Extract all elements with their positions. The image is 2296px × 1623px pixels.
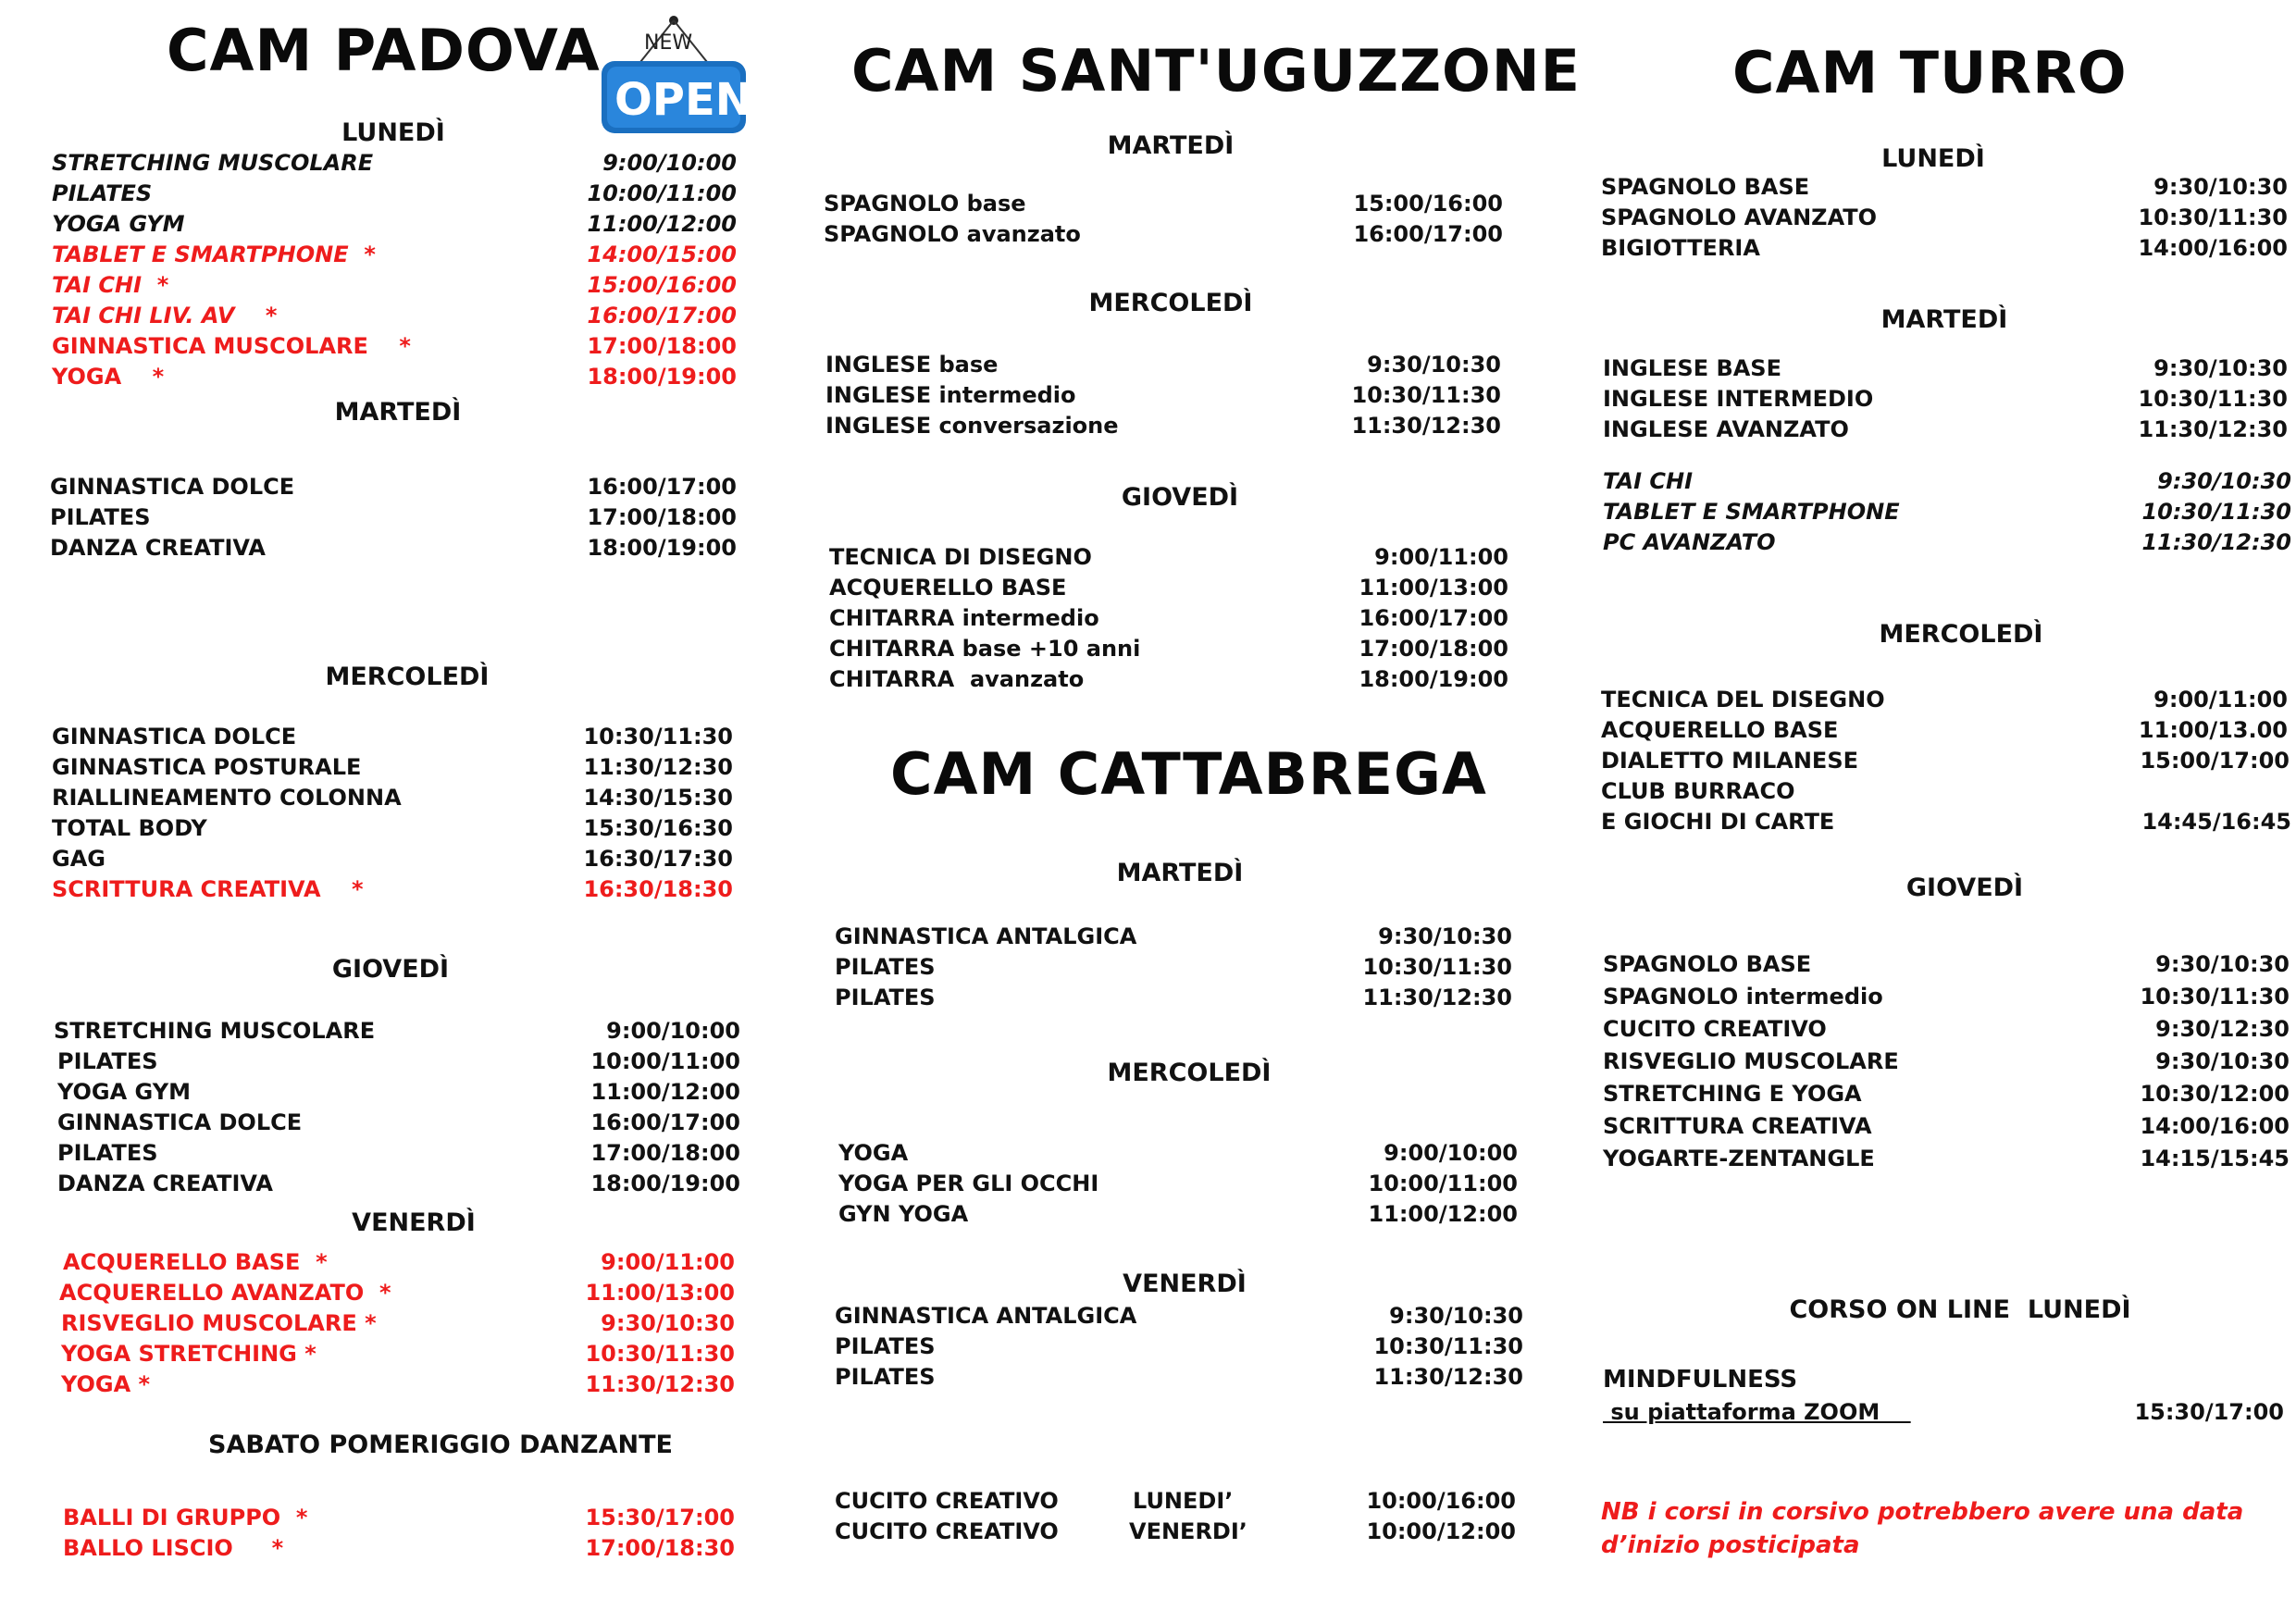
list-item: BALLO LISCIO * 17:00/18:30: [63, 1535, 735, 1561]
list-item: DANZA CREATIVA 18:00/19:00: [57, 1171, 740, 1196]
list-item: PILATES 10:30/11:30: [835, 1333, 1523, 1359]
list-item: SCRITTURA CREATIVA 14:00/16:00: [1603, 1113, 2290, 1139]
turro-online-heading: CORSO ON LINE LUNEDÌ: [1789, 1295, 2131, 1324]
list-item: ACQUERELLO BASE 11:00/13:00: [829, 575, 1508, 601]
list-item: GINNASTICA MUSCOLARE * 17:00/18:00: [52, 333, 737, 359]
list-item: DIALETTO MILANESE 15:00/17:00: [1601, 748, 2290, 774]
online-course-name: MINDFULNESS: [1603, 1366, 1798, 1394]
list-item: PILATES 17:00/18:00: [50, 504, 737, 530]
list-item: INGLESE base 9:30/10:30: [825, 352, 1501, 378]
list-item: PILATES 10:30/11:30: [835, 954, 1512, 980]
list-item: INGLESE conversazione 11:30/12:30: [825, 413, 1501, 439]
turro-mercoledi-heading: MERCOLEDÌ: [1879, 620, 2043, 649]
note-line-1: NB i corsi in corsivo potrebbero avere una data: [1601, 1498, 2244, 1526]
list-item: GINNASTICA ANTALGICA 9:30/10:30: [835, 923, 1512, 949]
list-item: INGLESE intermedio 10:30/11:30: [825, 382, 1501, 408]
list-item: RISVEGLIO MUSCOLARE * 9:30/10:30: [61, 1310, 735, 1336]
list-item: RISVEGLIO MUSCOLARE 9:30/10:30: [1603, 1048, 2290, 1074]
list-item: ACQUERELLO BASE 11:00/13.00: [1601, 717, 2288, 743]
list-item: TAI CHI * 15:00/16:00: [52, 272, 737, 298]
list-item: STRETCHING E YOGA 10:30/12:00: [1603, 1081, 2290, 1107]
list-item: YOGA STRETCHING * 10:30/11:30: [61, 1341, 735, 1367]
list-item: GAG 16:30/17:30: [52, 846, 733, 872]
padova-sabato-heading: SABATO POMERIGGIO DANZANTE: [208, 1431, 673, 1459]
cattabrega-mercoledi-heading: MERCOLEDÌ: [1107, 1059, 1272, 1087]
list-item: su piattaforma ZOOM 15:30/17:00: [1603, 1399, 2284, 1425]
santuguzzone-giovedi-heading: GIOVEDÌ: [1121, 483, 1239, 512]
sign-open-text: OPEN: [614, 74, 752, 126]
turro-lunedi-heading: LUNEDÌ: [1881, 144, 1985, 173]
list-item: CLUB BURRACO: [1601, 778, 1795, 804]
list-item: SPAGNOLO BASE 9:30/10:30: [1601, 174, 2288, 200]
list-item: TOTAL BODY 15:30/16:30: [52, 815, 733, 841]
list-item: DANZA CREATIVA 18:00/19:00: [50, 535, 737, 561]
list-item: YOGA * 11:30/12:30: [61, 1371, 735, 1397]
list-item: STRETCHING MUSCOLARE 9:00/10:00: [54, 1018, 740, 1044]
turro-martedi-heading: MARTEDÌ: [1880, 305, 2008, 334]
list-item: GINNASTICA DOLCE 16:00/17:00: [57, 1109, 740, 1135]
list-item: GINNASTICA DOLCE 16:00/17:00: [50, 474, 737, 500]
santuguzzone-martedi-heading: MARTEDÌ: [1107, 131, 1235, 160]
list-item: ACQUERELLO BASE * 9:00/11:00: [63, 1249, 735, 1275]
sign-new-text: NEW: [644, 31, 693, 55]
padova-venerdi-heading: VENERDÌ: [352, 1208, 476, 1237]
note-line-2: d’inizio posticipata: [1601, 1531, 1860, 1559]
list-item: CHITARRA avanzato 18:00/19:00: [829, 666, 1508, 692]
list-item: YOGA * 18:00/19:00: [52, 364, 737, 390]
turro-giovedi-heading: GIOVEDÌ: [1905, 873, 2024, 902]
list-item: SPAGNOLO BASE 9:30/10:30: [1603, 951, 2290, 977]
list-item: PC AVANZATO 11:30/12:30: [1603, 529, 2291, 555]
list-item: YOGA 9:00/10:00: [838, 1140, 1518, 1166]
padova-title: CAM PADOVA: [167, 17, 601, 84]
list-item: SPAGNOLO base 15:00/16:00: [824, 191, 1503, 217]
list-item: INGLESE AVANZATO 11:30/12:30: [1603, 416, 2288, 442]
cattabrega-venerdi-heading: VENERDÌ: [1123, 1270, 1247, 1298]
list-item: STRETCHING MUSCOLARE 9:00/10:00: [52, 150, 737, 176]
list-item: CHITARRA base +10 anni 17:00/18:00: [829, 636, 1508, 662]
list-item: CHITARRA intermedio 16:00/17:00: [829, 605, 1508, 631]
list-item: SPAGNOLO intermedio 10:30/11:30: [1603, 984, 2290, 1010]
list-item: YOGARTE-ZENTANGLE 14:15/15:45: [1603, 1146, 2290, 1171]
list-item: TAI CHI 9:30/10:30: [1603, 468, 2291, 494]
new-open-sign: [600, 13, 752, 133]
list-item: GINNASTICA POSTURALE 11:30/12:30: [52, 754, 733, 780]
list-item: CUCITO CREATIVO VENERDI’ 10:00/12:00: [835, 1518, 1516, 1544]
list-item: BALLI DI GRUPPO * 15:30/17:00: [63, 1505, 735, 1530]
list-item: ACQUERELLO AVANZATO * 11:00/13:00: [59, 1280, 735, 1306]
list-item: INGLESE BASE 9:30/10:30: [1603, 355, 2288, 381]
list-item: PILATES 11:30/12:30: [835, 985, 1512, 1010]
padova-lunedi-heading: LUNEDÌ: [341, 118, 445, 147]
list-item: CUCITO CREATIVO LUNEDI’ 10:00/16:00: [835, 1488, 1516, 1514]
list-item: YOGA GYM 11:00/12:00: [57, 1079, 740, 1105]
list-item: BIGIOTTERIA 14:00/16:00: [1601, 235, 2288, 261]
list-item: YOGA GYM 11:00/12:00: [52, 211, 737, 237]
list-item: GINNASTICA ANTALGICA 9:30/10:30: [835, 1303, 1523, 1329]
list-item: PILATES 10:00/11:00: [57, 1048, 740, 1074]
list-item: PILATES 11:30/12:30: [835, 1364, 1523, 1390]
list-item: CUCITO CREATIVO 9:30/12:30: [1603, 1016, 2290, 1042]
list-item: GINNASTICA DOLCE 10:30/11:30: [52, 724, 733, 750]
turro-title: CAM TURRO: [1732, 39, 2128, 106]
list-item: PILATES 10:00/11:00: [52, 180, 737, 206]
list-item: SPAGNOLO AVANZATO 10:30/11:30: [1601, 204, 2288, 230]
list-item: INGLESE INTERMEDIO 10:30/11:30: [1603, 386, 2288, 412]
list-item: TECNICA DI DISEGNO 9:00/11:00: [829, 544, 1508, 570]
list-item: RIALLINEAMENTO COLONNA 14:30/15:30: [52, 785, 733, 811]
cattabrega-title: CAM CATTABREGA: [890, 740, 1487, 808]
santuguzzone-mercoledi-heading: MERCOLEDÌ: [1088, 289, 1253, 317]
cattabrega-martedi-heading: MARTEDÌ: [1116, 859, 1244, 887]
list-item: TECNICA DEL DISEGNO 9:00/11:00: [1601, 687, 2288, 712]
list-item: TABLET E SMARTPHONE 10:30/11:30: [1603, 499, 2291, 525]
padova-mercoledi-heading: MERCOLEDÌ: [325, 663, 490, 691]
list-item: SPAGNOLO avanzato 16:00/17:00: [824, 221, 1503, 247]
list-item: GYN YOGA 11:00/12:00: [838, 1201, 1518, 1227]
list-item: E GIOCHI DI CARTE 14:45/16:45: [1601, 809, 2291, 835]
list-item: SCRITTURA CREATIVA * 16:30/18:30: [52, 876, 733, 902]
padova-giovedi-heading: GIOVEDÌ: [331, 955, 450, 984]
list-item: PILATES 17:00/18:00: [57, 1140, 740, 1166]
list-item: TAI CHI LIV. AV * 16:00/17:00: [52, 303, 737, 328]
list-item: YOGA PER GLI OCCHI 10:00/11:00: [838, 1171, 1518, 1196]
padova-martedi-heading: MARTEDÌ: [334, 398, 462, 427]
list-item: TABLET E SMARTPHONE * 14:00/15:00: [52, 242, 737, 267]
santuguzzone-title: CAM SANT'UGUZZONE: [851, 37, 1582, 105]
